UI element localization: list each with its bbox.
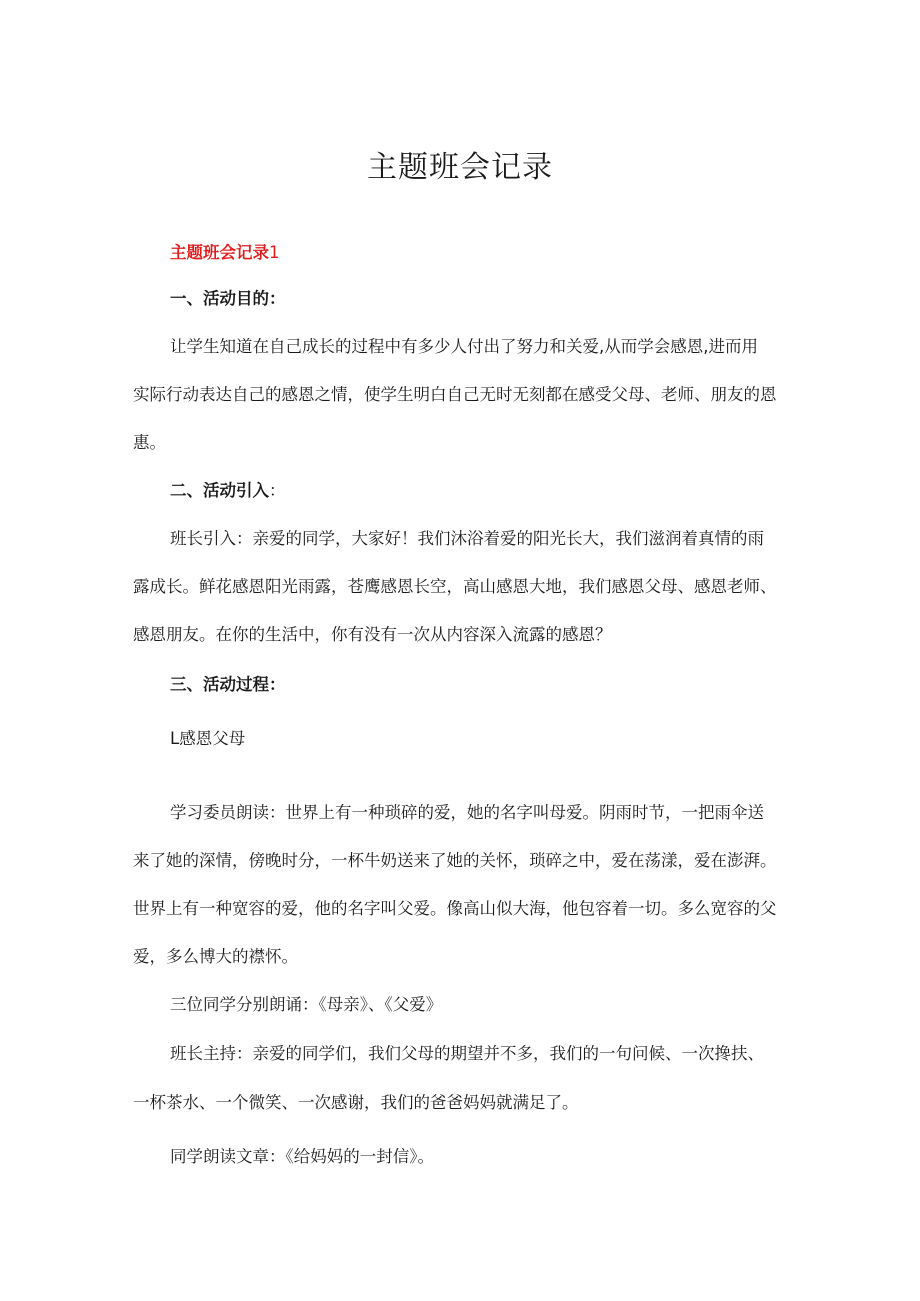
subtitle-text: 主题班会记录 (170, 243, 269, 262)
reading-line: 世界上有一种宽容的爱，他的名字叫父爱。像高山似大海，他包容着一切。多么宽容的父 (133, 899, 777, 918)
three-students-line: 三位同学分别朗诵：《母亲》、《父爱》 (170, 995, 443, 1014)
reading-line: 学习委员朗读：世界上有一种琐碎的爱，她的名字叫母爱。阴雨时节，一把雨伞送 (170, 803, 764, 822)
reading-line: 来了她的深情，傍晚时分，一杯牛奶送来了她的关怀，琐碎之中，爱在荡漾，爱在澎湃。 (133, 851, 777, 870)
purpose-heading: 一、活动目的： (170, 289, 286, 308)
intro-line: 露成长。鲜花感恩阳光雨露，苍鹰感恩长空，高山感恩大地，我们感恩父母、感恩老师、 (133, 577, 777, 596)
purpose-line: 惠。 (133, 433, 166, 452)
section-subtitle (170, 240, 850, 266)
document-title: 主题班会记录 (367, 150, 553, 185)
reading-line: 爱，多么博大的襟怀。 (133, 947, 298, 966)
process-heading: 三、活动过程： (170, 675, 286, 694)
purpose-line: 实际行动表达自己的感恩之情，使学生明白自己无时无刻都在感受父母、老师、朋友的恩 (133, 385, 777, 404)
intro-heading-colon: ： (269, 481, 286, 500)
intro-heading-text: 二、活动引入 (170, 481, 269, 500)
letter-reading-line: 同学朗读文章：《给妈妈的一封信》。 (170, 1147, 434, 1166)
monitor-line: 一杯茶水、一个微笑、一次感谢，我们的爸爸妈妈就满足了。 (133, 1093, 579, 1112)
intro-heading (170, 478, 850, 504)
monitor-line: 班长主持：亲爱的同学们，我们父母的期望并不多，我们的一句问候、一次搀扶、 (170, 1044, 764, 1063)
purpose-line: 让学生知道在自己成长的过程中有多少人付出了努力和关爱,从而学会感恩,进而用 (170, 337, 758, 356)
intro-line: 感恩朋友。在你的生活中，你有没有一次从内容深入流露的感恩？ (133, 625, 612, 644)
process-subheading: L感恩父母 (170, 729, 246, 748)
subtitle-number: 1 (269, 243, 280, 262)
intro-line: 班长引入：亲爱的同学，大家好！我们沐浴着爱的阳光长大，我们滋润着真情的雨 (170, 529, 764, 548)
